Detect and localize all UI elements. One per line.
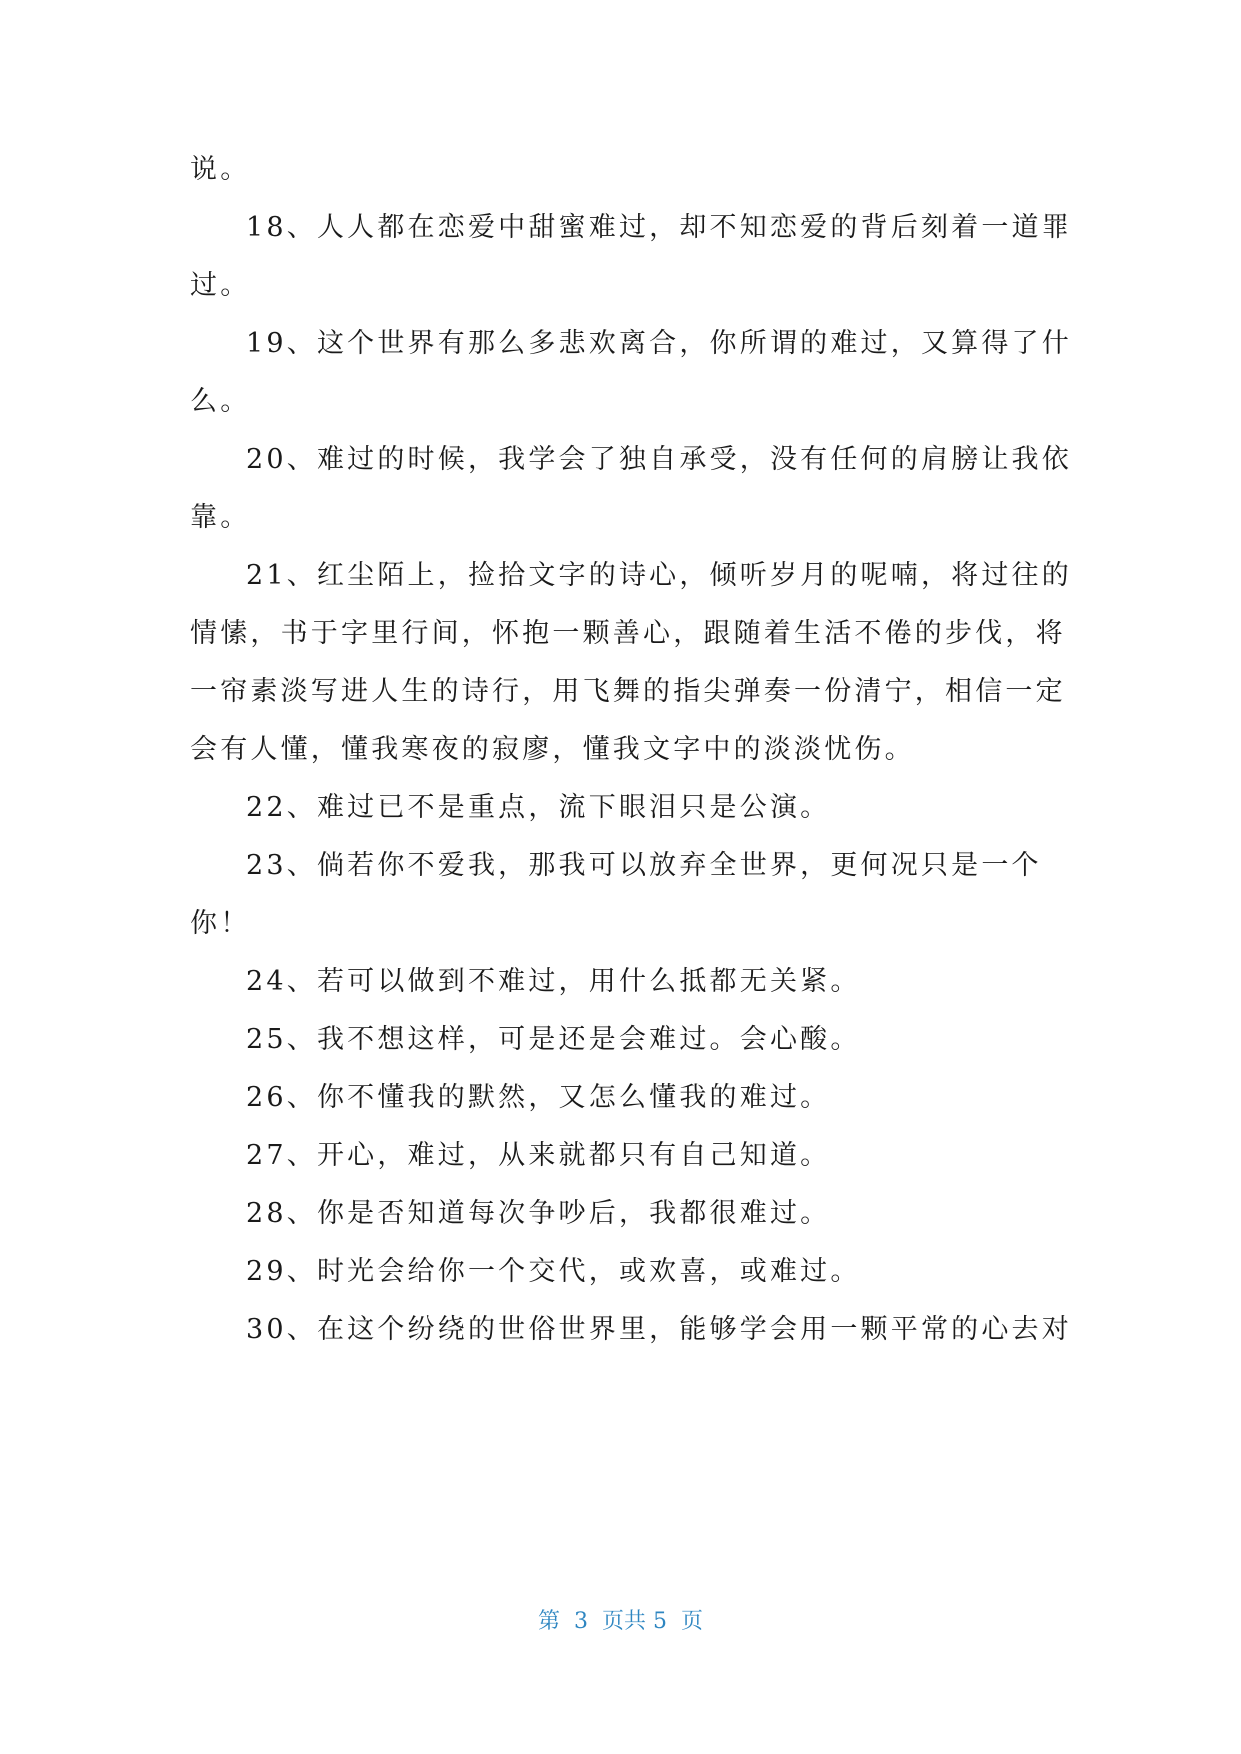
text-line: 你！ [190, 908, 251, 939]
text-line: 29、时光会给你一个交代，或欢喜，或难过。 [246, 1256, 861, 1287]
page-number-footer: 第 3 页共 5 页 [538, 1609, 703, 1634]
text-line: 24、若可以做到不难过，用什么抵都无关紧。 [246, 966, 861, 997]
text-line: 23、倘若你不爱我，那我可以放弃全世界，更何况只是一个 [246, 850, 1042, 881]
text-line: 过。 [190, 270, 251, 301]
text-line: 28、你是否知道每次争吵后，我都很难过。 [246, 1198, 831, 1229]
text-line: 19、这个世界有那么多悲欢离合，你所谓的难过，又算得了什 [246, 328, 1072, 359]
text-line: 一帘素淡写进人生的诗行，用飞舞的指尖弹奏一份清宁，相信一定 [190, 676, 1066, 707]
text-line: 27、开心，难过，从来就都只有自己知道。 [246, 1140, 831, 1171]
text-line: 靠。 [190, 502, 251, 533]
text-line: 30、在这个纷绕的世俗世界里，能够学会用一颗平常的心去对 [246, 1314, 1072, 1345]
text-line: 20、难过的时候，我学会了独自承受，没有任何的肩膀让我依 [246, 444, 1072, 475]
text-line: 25、我不想这样，可是还是会难过。会心酸。 [246, 1024, 861, 1055]
text-line: 26、你不懂我的默然，又怎么懂我的难过。 [246, 1082, 831, 1113]
text-line: 22、难过已不是重点，流下眼泪只是公演。 [246, 792, 831, 823]
text-line: 情愫，书于字里行间，怀抱一颗善心，跟随着生活不倦的步伐，将 [190, 618, 1066, 649]
text-line: 21、红尘陌上，捡拾文字的诗心，倾听岁月的呢喃，将过往的 [246, 560, 1072, 591]
text-line: 会有人懂，懂我寒夜的寂廖，懂我文字中的淡淡忧伤。 [190, 734, 915, 765]
text-line: 说。 [190, 154, 251, 185]
text-line: 么。 [190, 386, 251, 417]
text-line: 18、人人都在恋爱中甜蜜难过，却不知恋爱的背后刻着一道罪 [246, 212, 1072, 243]
